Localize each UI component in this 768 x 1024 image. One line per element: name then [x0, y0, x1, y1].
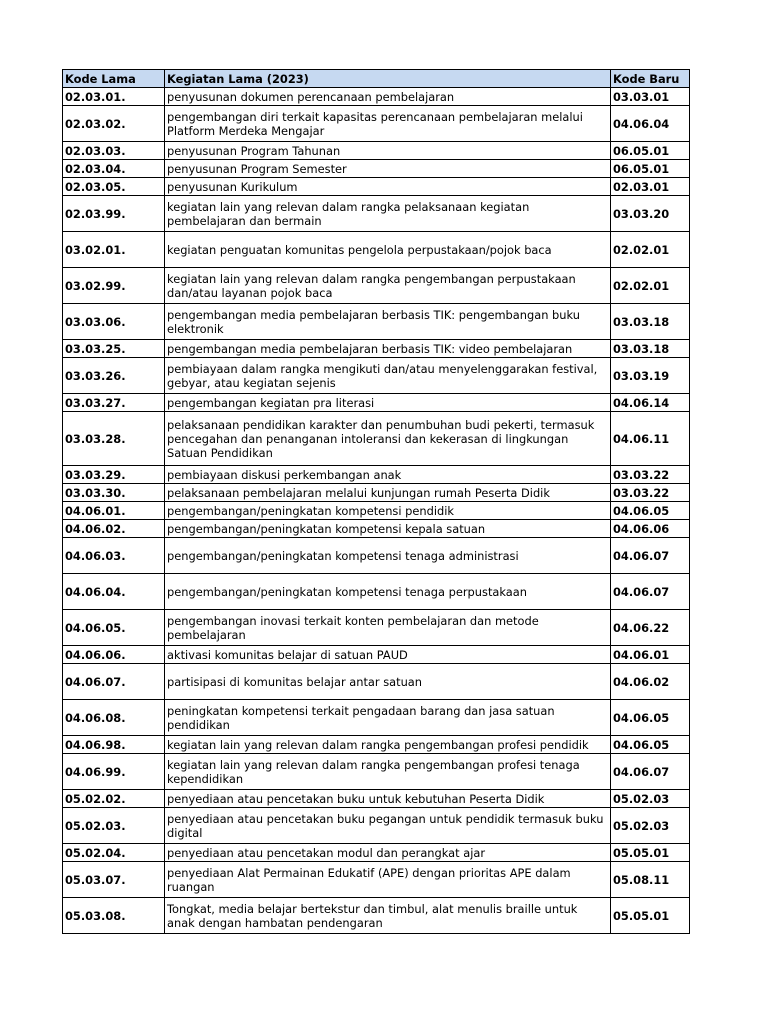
activity-description-cell: pengembangan/peningkatan kompetensi tenaga administrasi: [165, 538, 611, 574]
new-code-cell: 05.08.11: [611, 862, 690, 898]
new-code-cell: 03.03.22: [611, 466, 690, 484]
table-row: [63, 808, 690, 844]
activity-description-cell: kegiatan lain yang relevan dalam rangka pengembangan perpustakaan dan/atau layanan pojok baca: [165, 268, 611, 304]
header-kode-lama: Kode Lama: [63, 70, 165, 88]
old-code-cell: 05.03.08.: [63, 898, 165, 934]
activity-description-cell: pembiayaan dalam rangka mengikuti dan/atau menyelenggarakan festival, gebyar, atau kegiatan sejenis: [165, 358, 611, 394]
new-code-cell: 03.03.22: [611, 484, 690, 502]
activity-description-cell: penyusunan Program Semester: [165, 160, 611, 178]
activity-description-cell: pengembangan/peningkatan kompetensi pendidik: [165, 502, 611, 520]
table-header-row: [63, 70, 690, 88]
old-code-cell: 03.03.26.: [63, 358, 165, 394]
activity-description-cell: penyusunan dokumen perencanaan pembelajaran: [165, 88, 611, 106]
old-code-cell: 04.06.99.: [63, 754, 165, 790]
table-row: [63, 268, 690, 304]
old-code-cell: 02.03.02.: [63, 106, 165, 142]
activity-description-cell: penyediaan atau pencetakan modul dan perangkat ajar: [165, 844, 611, 862]
old-code-cell: 03.03.30.: [63, 484, 165, 502]
table-row: [63, 466, 690, 484]
table-row: [63, 574, 690, 610]
table-row: [63, 340, 690, 358]
new-code-cell: 04.06.06: [611, 520, 690, 538]
table-row: [63, 700, 690, 736]
new-code-cell: 06.05.01: [611, 142, 690, 160]
table-body: [63, 88, 690, 934]
new-code-cell: 04.06.01: [611, 646, 690, 664]
activity-description-cell: pelaksanaan pendidikan karakter dan penumbuhan budi pekerti, termasuk pencegahan dan penanganan intoleransi dan kekerasan di lingkungan Satuan Pendidikan: [165, 412, 611, 466]
new-code-cell: 04.06.22: [611, 610, 690, 646]
old-code-cell: 03.03.06.: [63, 304, 165, 340]
new-code-cell: 05.02.03: [611, 808, 690, 844]
new-code-cell: 04.06.11: [611, 412, 690, 466]
table-row: [63, 304, 690, 340]
table-row: [63, 790, 690, 808]
new-code-cell: 04.06.14: [611, 394, 690, 412]
activity-description-cell: pengembangan diri terkait kapasitas perencanaan pembelajaran melalui Platform Merdeka Mengajar: [165, 106, 611, 142]
activity-description-cell: penyusunan Program Tahunan: [165, 142, 611, 160]
old-code-cell: 03.03.29.: [63, 466, 165, 484]
old-code-cell: 03.03.25.: [63, 340, 165, 358]
new-code-cell: 05.02.03: [611, 790, 690, 808]
old-code-cell: 02.03.04.: [63, 160, 165, 178]
old-code-cell: 04.06.08.: [63, 700, 165, 736]
old-code-cell: 05.02.02.: [63, 790, 165, 808]
activity-description-cell: kegiatan lain yang relevan dalam rangka pengembangan profesi tenaga kependidikan: [165, 754, 611, 790]
new-code-cell: 06.05.01: [611, 160, 690, 178]
activity-description-cell: kegiatan penguatan komunitas pengelola perpustakaan/pojok baca: [165, 232, 611, 268]
table-row: [63, 520, 690, 538]
activity-description-cell: kegiatan lain yang relevan dalam rangka pelaksanaan kegiatan pembelajaran dan bermain: [165, 196, 611, 232]
new-code-cell: 05.05.01: [611, 898, 690, 934]
old-code-cell: 05.02.03.: [63, 808, 165, 844]
activity-description-cell: Tongkat, media belajar bertekstur dan timbul, alat menulis braille untuk anak dengan hambatan pendengaran: [165, 898, 611, 934]
new-code-cell: 05.05.01: [611, 844, 690, 862]
old-code-cell: 03.02.01.: [63, 232, 165, 268]
table-row: [63, 844, 690, 862]
old-code-cell: 03.03.27.: [63, 394, 165, 412]
old-code-cell: 05.02.04.: [63, 844, 165, 862]
new-code-cell: 02.02.01: [611, 268, 690, 304]
old-code-cell: 04.06.98.: [63, 736, 165, 754]
activity-description-cell: penyediaan atau pencetakan buku untuk kebutuhan Peserta Didik: [165, 790, 611, 808]
new-code-cell: 04.06.05: [611, 736, 690, 754]
table-row: [63, 232, 690, 268]
activity-description-cell: pembiayaan diskusi perkembangan anak: [165, 466, 611, 484]
new-code-cell: 04.06.07: [611, 574, 690, 610]
table-row: [63, 484, 690, 502]
new-code-cell: 04.06.02: [611, 664, 690, 700]
table-row: [63, 898, 690, 934]
old-code-cell: 02.03.05.: [63, 178, 165, 196]
activity-description-cell: pengembangan media pembelajaran berbasis TIK: video pembelajaran: [165, 340, 611, 358]
table-row: [63, 736, 690, 754]
table-row: [63, 502, 690, 520]
new-code-cell: 03.03.19: [611, 358, 690, 394]
new-code-cell: 03.03.18: [611, 304, 690, 340]
new-code-cell: 02.03.01: [611, 178, 690, 196]
table-row: [63, 358, 690, 394]
header-kegiatan-lama: Kegiatan Lama (2023): [165, 70, 611, 88]
old-code-cell: 04.06.05.: [63, 610, 165, 646]
table-row: [63, 88, 690, 106]
activity-description-cell: penyediaan atau pencetakan buku pegangan untuk pendidik termasuk buku digital: [165, 808, 611, 844]
table-row: [63, 106, 690, 142]
new-code-cell: 04.06.05: [611, 502, 690, 520]
activity-description-cell: penyediaan Alat Permainan Edukatif (APE) dengan prioritas APE dalam ruangan: [165, 862, 611, 898]
old-code-cell: 04.06.04.: [63, 574, 165, 610]
activity-description-cell: pengembangan media pembelajaran berbasis TIK: pengembangan buku elektronik: [165, 304, 611, 340]
activity-description-cell: pengembangan/peningkatan kompetensi kepala satuan: [165, 520, 611, 538]
code-mapping-table: [62, 69, 690, 934]
activity-description-cell: pengembangan/peningkatan kompetensi tenaga perpustakaan: [165, 574, 611, 610]
new-code-cell: 02.02.01: [611, 232, 690, 268]
new-code-cell: 03.03.20: [611, 196, 690, 232]
old-code-cell: 04.06.01.: [63, 502, 165, 520]
table-row: [63, 160, 690, 178]
activity-description-cell: pengembangan kegiatan pra literasi: [165, 394, 611, 412]
table-row: [63, 664, 690, 700]
new-code-cell: 04.06.04: [611, 106, 690, 142]
header-kode-baru: Kode Baru: [611, 70, 690, 88]
table-row: [63, 754, 690, 790]
old-code-cell: 02.03.01.: [63, 88, 165, 106]
activity-description-cell: partisipasi di komunitas belajar antar satuan: [165, 664, 611, 700]
old-code-cell: 04.06.02.: [63, 520, 165, 538]
activity-description-cell: kegiatan lain yang relevan dalam rangka pengembangan profesi pendidik: [165, 736, 611, 754]
activity-description-cell: penyusunan Kurikulum: [165, 178, 611, 196]
table-row: [63, 178, 690, 196]
table-row: [63, 412, 690, 466]
table-row: [63, 610, 690, 646]
old-code-cell: 03.02.99.: [63, 268, 165, 304]
table-row: [63, 196, 690, 232]
old-code-cell: 03.03.28.: [63, 412, 165, 466]
new-code-cell: 04.06.05: [611, 700, 690, 736]
table-row: [63, 142, 690, 160]
activity-description-cell: pengembangan inovasi terkait konten pembelajaran dan metode pembelajaran: [165, 610, 611, 646]
table-row: [63, 862, 690, 898]
new-code-cell: 03.03.01: [611, 88, 690, 106]
new-code-cell: 04.06.07: [611, 754, 690, 790]
table-row: [63, 394, 690, 412]
old-code-cell: 04.06.03.: [63, 538, 165, 574]
table-row: [63, 646, 690, 664]
table-row: [63, 538, 690, 574]
new-code-cell: 04.06.07: [611, 538, 690, 574]
old-code-cell: 04.06.07.: [63, 664, 165, 700]
activity-description-cell: peningkatan kompetensi terkait pengadaan barang dan jasa satuan pendidikan: [165, 700, 611, 736]
activity-description-cell: pelaksanaan pembelajaran melalui kunjungan rumah Peserta Didik: [165, 484, 611, 502]
new-code-cell: 03.03.18: [611, 340, 690, 358]
old-code-cell: 02.03.99.: [63, 196, 165, 232]
activity-description-cell: aktivasi komunitas belajar di satuan PAUD: [165, 646, 611, 664]
old-code-cell: 05.03.07.: [63, 862, 165, 898]
old-code-cell: 02.03.03.: [63, 142, 165, 160]
old-code-cell: 04.06.06.: [63, 646, 165, 664]
